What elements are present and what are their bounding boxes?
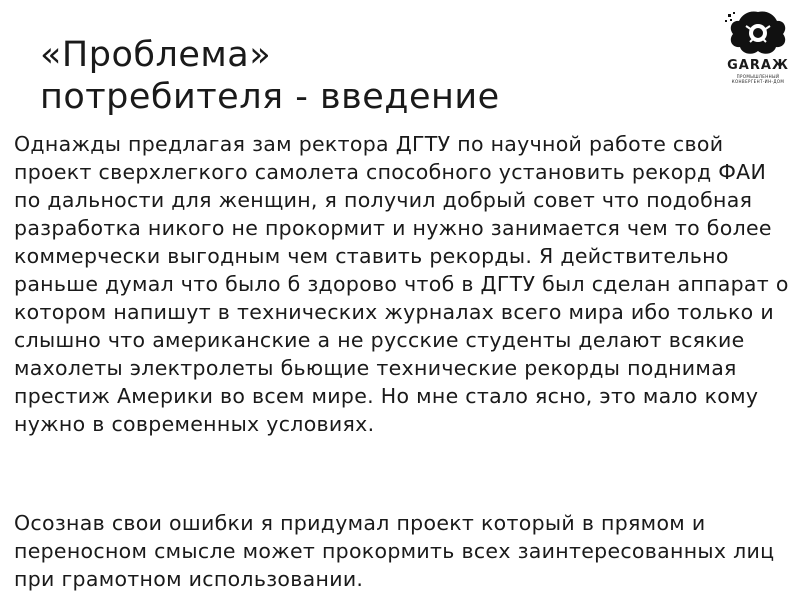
paragraph-conclusion: Осознав свои ошибки я придумал проект который в прямом и переносном смысле может прокормить всех заинтересованных лиц при грамотном использовании. [14, 511, 775, 591]
garage-logo [722, 8, 794, 94]
logo-wordmark: GARAЖ [727, 58, 789, 73]
slide-title: «Проблема» потребителя - введение [40, 35, 500, 117]
paragraph-intro: Однажды предлагая зам ректора ДГТУ по научной работе свой проект сверхлегкого самолета способного установить рекорд ФАИ по дальности для женщин, я получил добрый совет что подобная разработка никого не прокормит и нужно занимается чем то более коммерчески выгодным чем ставить рекорды. Я действительно раньше думал что было б здорово чтоб в ДГТУ был сделан аппарат о котором напишут в технических журналах всего мира ибо только и слышно что американские а не русские студенты делают всякие махолеты электролеты бьющие технические рекорды поднимая престиж Америки во всем мире. Но мне стало ясно, это мало кому нужно в современных условиях. [14, 132, 789, 436]
logo-emblem-icon [722, 8, 794, 58]
logo-tagline: ПРОМЫШЛЕННЫЙ КОНВЕРГЕНТ-ИН-ДОМ [731, 74, 785, 84]
